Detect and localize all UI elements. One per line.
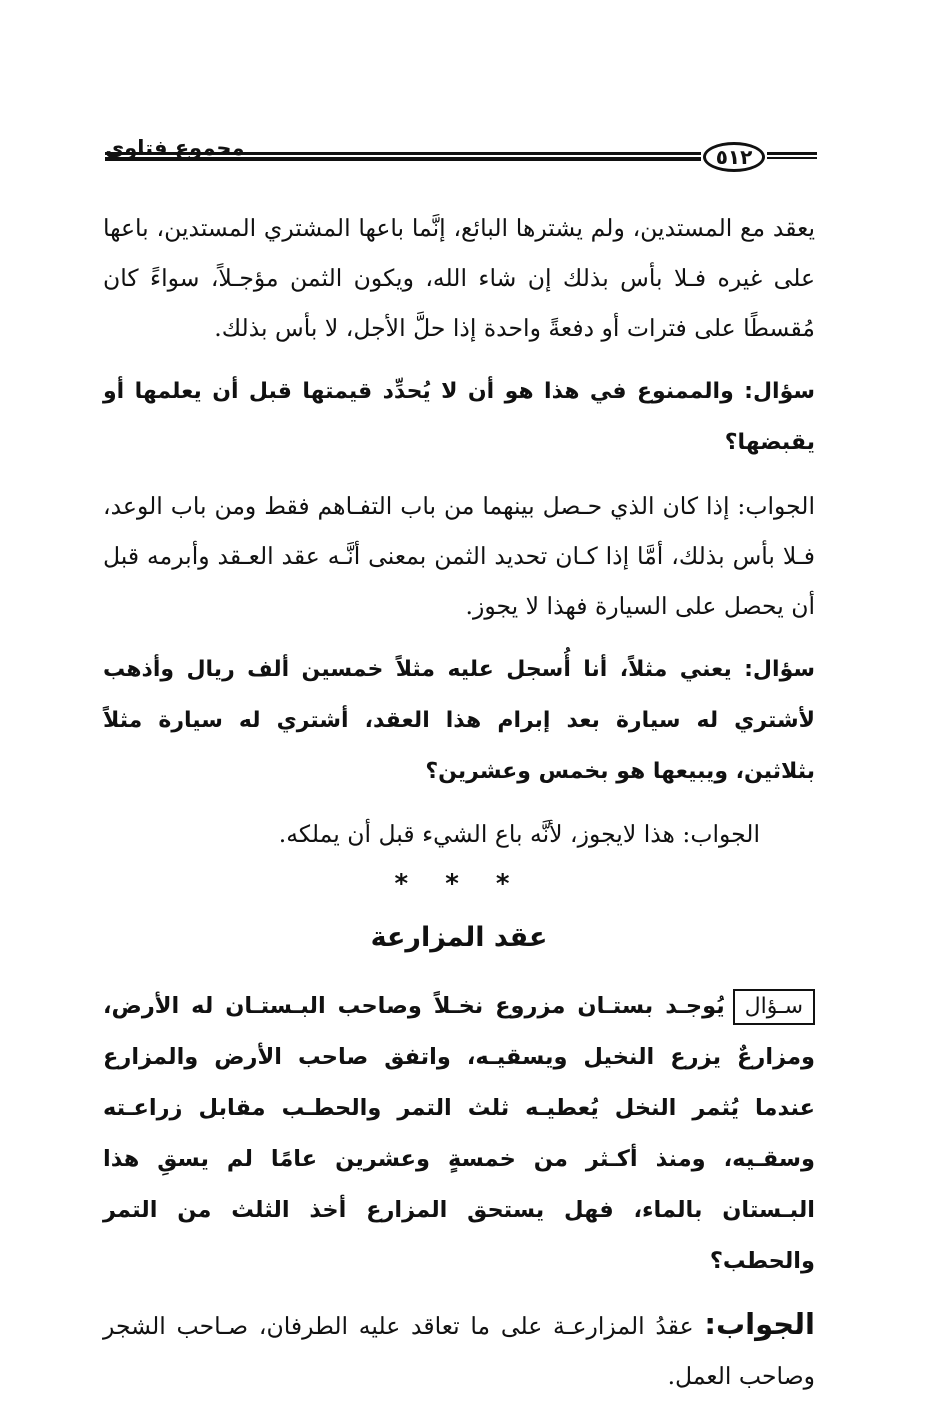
question-2: سؤال: يعني مثلاً، أنا أُسجل عليه مثلاً خمسين ألف ريال وأذهب لأشتري له سيارة بعد إبرام هذا العقد، أشتري له سيارة مثلاً بثلاثين، ويبيعها هو بخمس وعشرين؟ [103,657,815,784]
section-separator: * * * [394,869,524,899]
book-title: مجموع فتاوى [105,136,245,160]
section-title: عقد المزارعة [370,922,548,953]
answer-label: الجواب: [704,1307,815,1341]
question-3 [103,981,815,1287]
answer-2: الجواب: هذا لايجوز، لأنَّه باع الشيء قبل أن يملكه. [278,820,760,848]
question-label-box: سـؤال [733,989,815,1025]
header-rule-short [767,152,817,159]
page-header [105,128,817,178]
paragraph-continuation: يعقد مع المستدين، ولم يشترها البائع، إنَّما باعها المشتري المستدين، باعها على غيره فـلا بأس بذلك إن شاء الله، ويكون الثمن مؤجـلاً، سواءً كان مُقسطًا على فترات أو دفعةً واحدة إذا حلَّ الأجل، لا بأس بذلك. [103,214,815,342]
question-1: سؤال: والممنوع في هذا هو أن لا يُحدِّد قيمتها قبل أن يعلمها أو يقبضها؟ [103,379,815,455]
answer-3 [103,1299,815,1401]
page-number: ٥١٢ [703,142,765,172]
page-content [103,203,815,1401]
answer-1: الجواب: إذا كان الذي حـصل بينهما من باب التفـاهم فقط ومن باب الوعد، فـلا بأس بذلك، أمَّا إذا كـان تحديد الثمن بمعنى أنَّـه عقد العـقد وأبرمه قبل أن يحصل على السيارة فهذا لا يجوز. [103,492,815,620]
answer-3-text: عقدُ المزارعـة على ما تعاقد عليه الطرفان، صـاحب الشجر وصاحب العمل. [103,1312,815,1390]
header-rule [105,152,701,161]
question-3-text: يُوجـد بستـان مزروع نخـلاً وصاحب البـستـان له الأرض، ومزارعٌ يزرع النخيل ويسقيـه، واتفق صاحب الأرض والمزارع عندما يُثمر النخل يُعطيـه ثلث التمر والحطـب مقابل زراعـته وسقـيه، ومنذ أكـثر من خمسةٍ وعشرين عامًا لم يسقِ هذا البـستان بالماء، فهل يستحق المزارع أخذ الثلث من التمر والحطب؟ [103,993,815,1274]
